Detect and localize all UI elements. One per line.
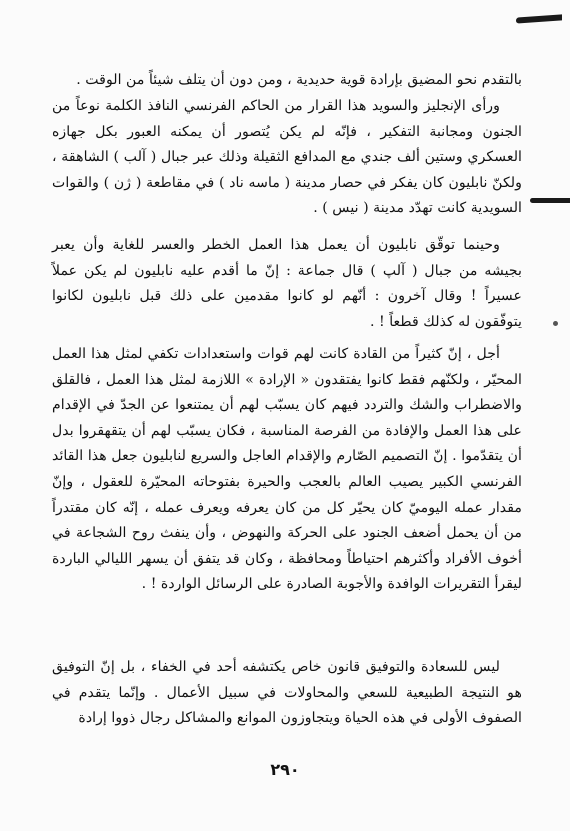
paragraph-4-block: [52, 342, 522, 598]
paragraph-5-block: [52, 655, 522, 732]
paragraph-1-block: [52, 68, 522, 94]
paragraph-5: ليس للسعادة والتوفيق قانون خاص يكتشفه أحد في الخفاء ، بل إنّ التوفيق هو النتيجة الطبيعية للسعي والمحاولات في سبيل الأعمال . وإنّما يتقدم في الصفوف الأولى في هذه الحياة ويتجاوزون الموانع والمشاكل رجال ذووا إرادة: [52, 659, 522, 727]
scan-edge-mark-top: [516, 14, 562, 23]
paragraph-2-block: [52, 94, 522, 222]
scan-edge-mark-middle: [530, 198, 570, 203]
page-number: ٢٩٠: [270, 760, 300, 779]
paragraph-2: ورأى الإنجليز والسويد هذا القرار من الحاكم الفرنسي النافذ الكلمة نوعاً من الجنون ومجانبة التفكير ، فإنّه لم يكن يُتصور أن يمكنه العبور بكل جهازه العسكري وستين ألف جندي مع المدافع الثقيلة وذلك عبر جبال ( آلب ) الشاهقة ، ولكنّ نابليون كان يفكر في حصار مدينة ( ماسه ناد ) في مقاطعة ( ژن ) والقوات السويدية كانت تهدّد مدينة ( نيس ) .: [52, 98, 522, 217]
scan-speck: [553, 321, 558, 326]
paragraph-1: بالتقدم نحو المضيق بإرادة قوية حديدية ، ومن دون أن يتلف شيئاً من الوقت .: [76, 72, 522, 88]
paragraph-3-block: [52, 233, 522, 335]
paragraph-3: وحينما توقّق نابليون أن يعمل هذا العمل الخطر والعسر للغاية وأن يعبر بجيشه من جبال ( آلپ ) قال جماعة : إنّ ما أقدم عليه نابليون لم يكن عملاً عسيراً ! وقال آخرون : أنّهم لو كانوا مقدمين على ذلك قبل نابليون لكانوا يتوفّقون له كذلك قطعاً ! .: [52, 237, 522, 330]
paragraph-4: أجل ، إنّ كثيراً من القادة كانت لهم قوات واستعدادات تكفي لمثل هذا العمل المحيّر ، ولكنّهم فقط كانوا يفتقدون « الإرادة » اللازمة لمثل هذا العمل ، فالقلق والاضطراب والشك والتردد فيهم كان يسبّب لهم أن يمتنعوا عن الجدّ في الإقدام على هذا العمل والإفادة من الفرصة المناسبة ، فكان يسبّب لهم أن يتقهقروا بدل أن يتقدّموا . إنّ التصميم الصّارم والإقدام العاجل والسريع لنابليون جعل هذا القائد الفرنسي الكبير يصيب العالم بالعجب والحيرة بفتوحاته المحيّرة للعقول ، وإنّ مقدار عمله اليوميّ كان يحيّر كل من كان يعرفه ويعرف عمله ، إنّه كان مقتدراً من أن يحمل أضعف الجنود على الحركة والنهوض ، وأن ينفث روح الشجاعة في أخوف الأفراد وأكثرهم احتياطاً ومحافظة ، وكان قد يتفق أن يسهر الليالي الباردة ليقرأ التقريرات الوافدة والأجوبة الصادرة على الرسائل الواردة ! .: [52, 346, 522, 593]
